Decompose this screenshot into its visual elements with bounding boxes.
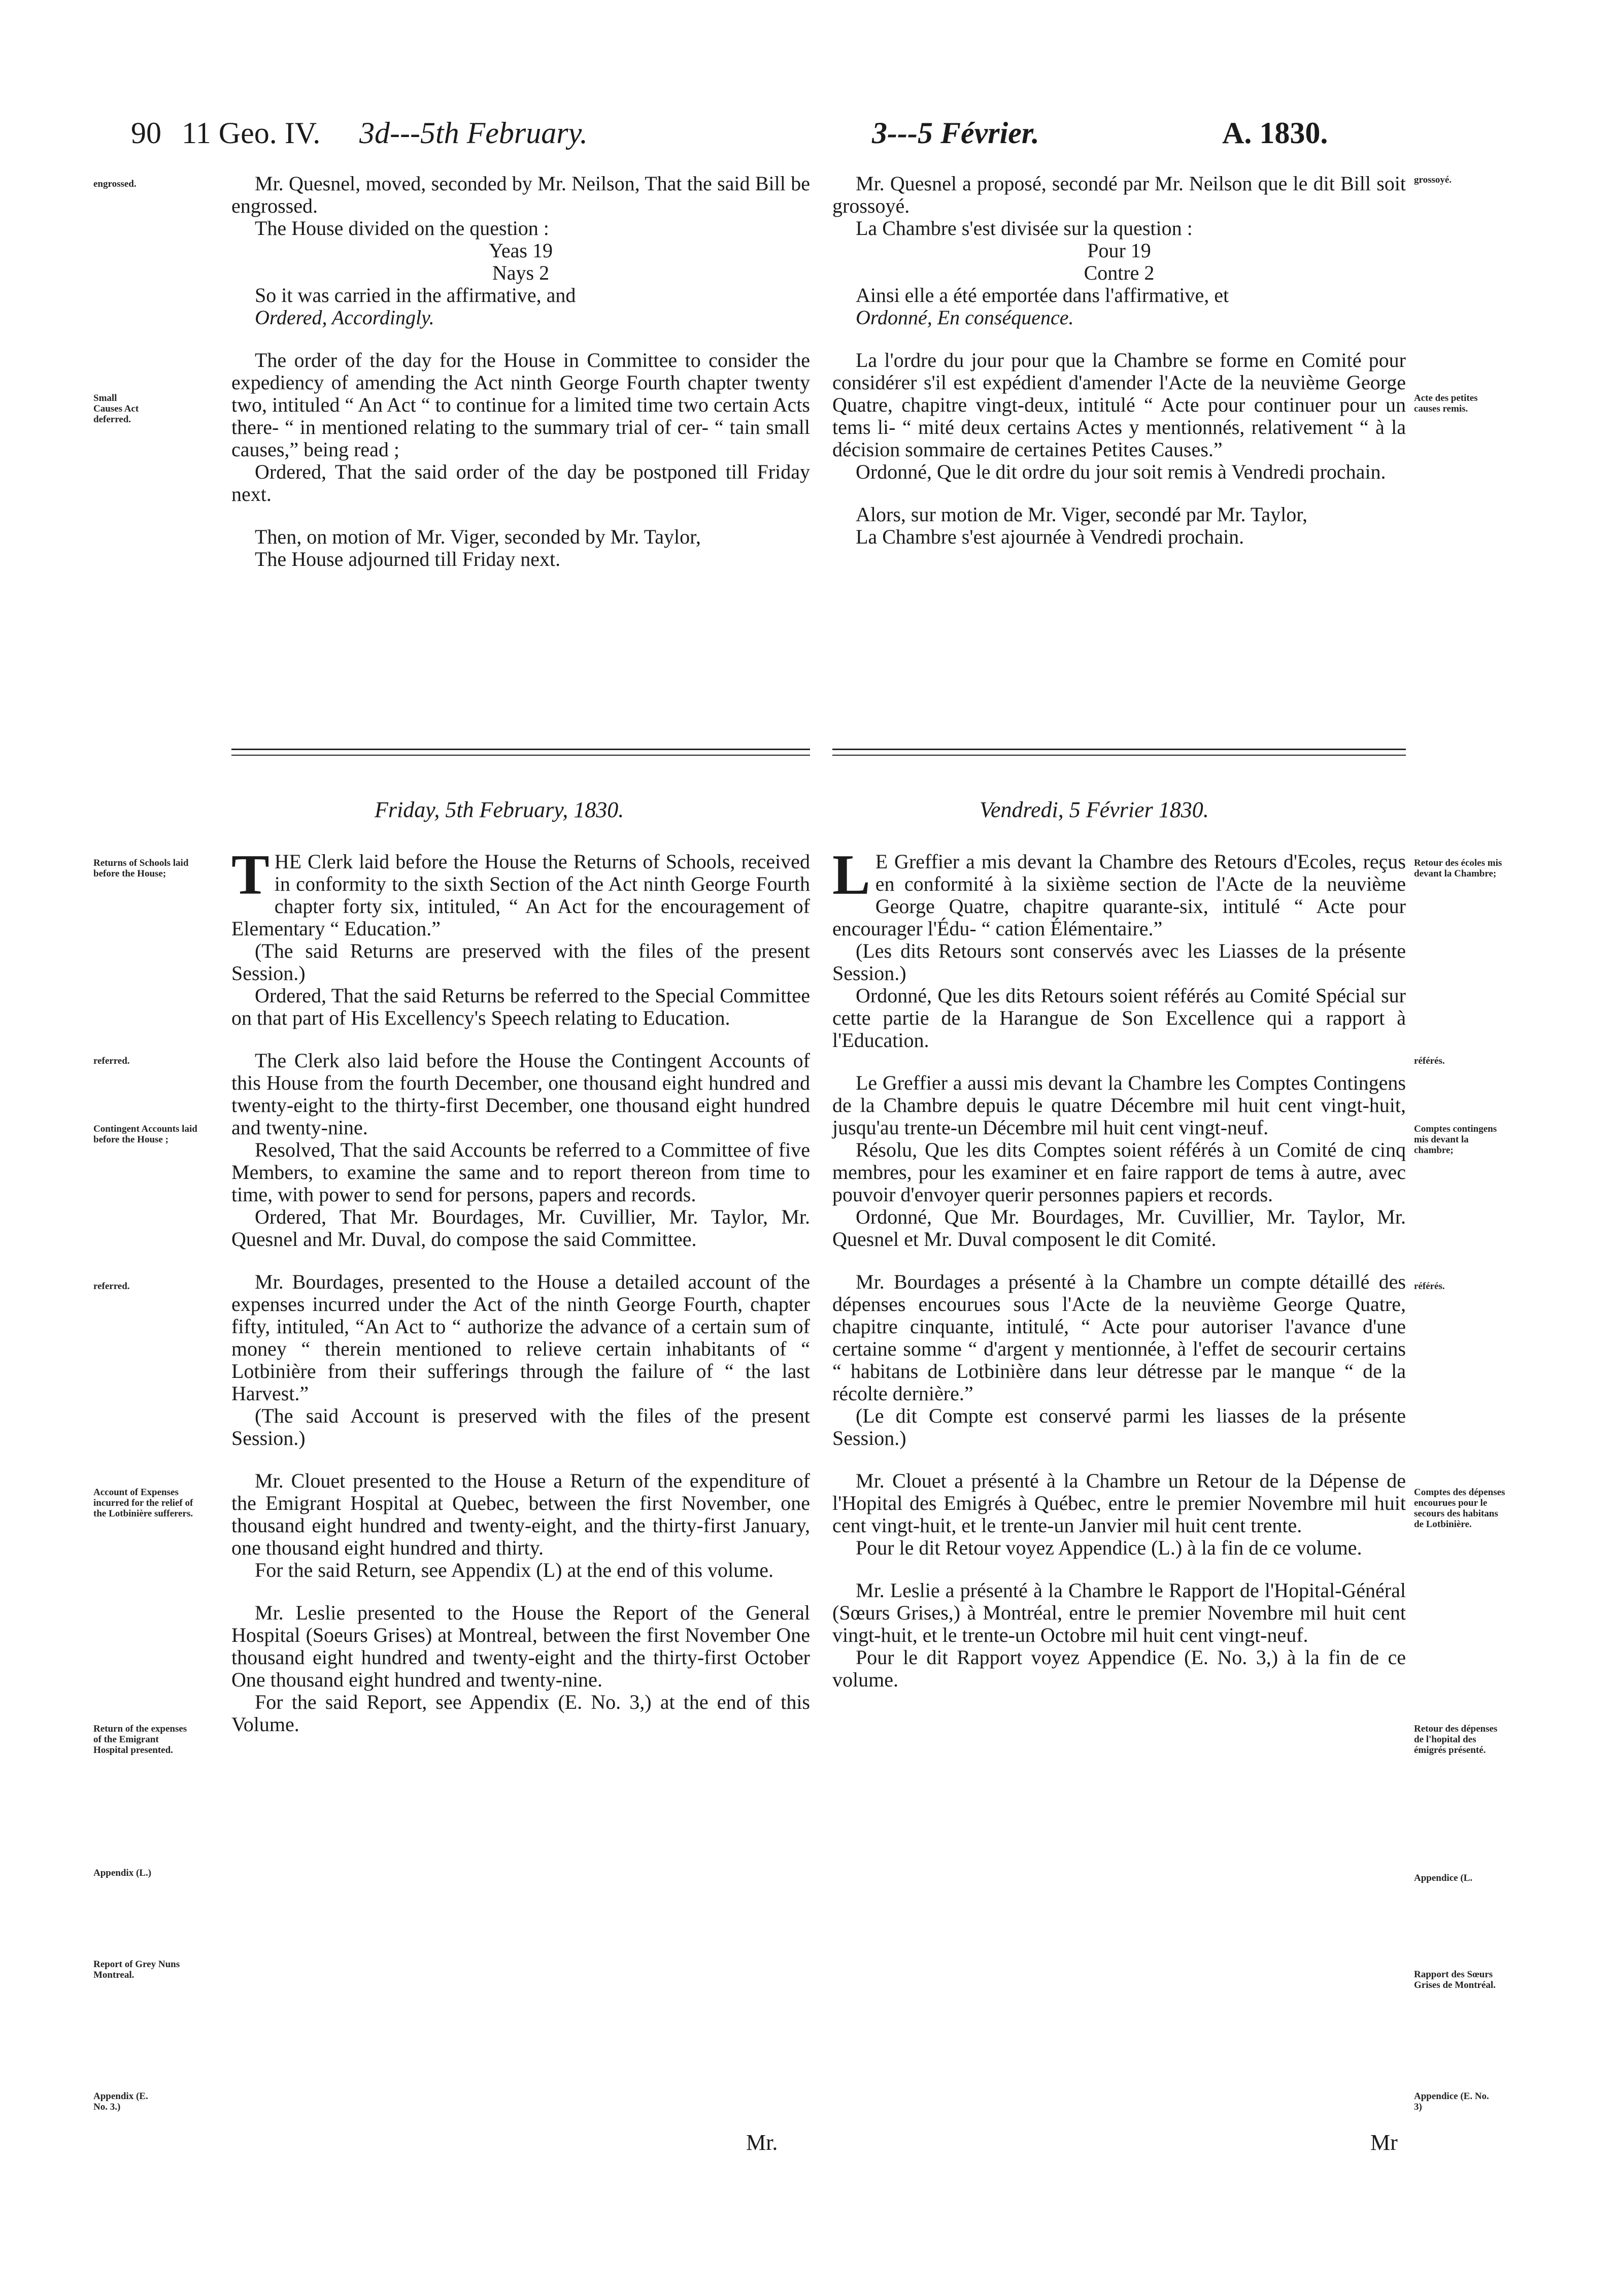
margin-petites-causes: Acte des petites causes remis. (1414, 393, 1478, 414)
header-dates-en: 3d---5th February. (359, 116, 588, 150)
bottom-english-column (231, 843, 810, 1736)
page-number: 90 (131, 116, 161, 150)
returns-preserved-en: (The said Returns are preserved with the files of the present Session.) (231, 939, 810, 985)
header-year: A. 1830. (1222, 116, 1328, 150)
contingent-accounts-fr: Le Greffier a aussi mis devant la Chambre les Comptes Contingens de la Chambre depuis le quatre Décembre mil huit cent vingt-huit, jusqu'au trente-un Décembre mil huit cent vingt-neuf. (832, 1071, 1406, 1139)
margin-retour-ecoles: Retour des écoles mis devant la Chambre; (1414, 858, 1502, 879)
adjourn-motion-en: Then, on motion of Mr. Viger, seconded by Mr. Taylor, (255, 525, 701, 548)
appendix-e-note-fr: Pour le dit Rapport voyez Appendice (E. No. 3,) à la fin de ce volume. (832, 1646, 1406, 1691)
division-en: The House divided on the question : (255, 217, 549, 240)
adjourn-motion-fr: Alors, sur motion de Mr. Viger, secondé par Mr. Taylor, (856, 503, 1307, 526)
resolved-committee-en: Resolved, That the said Accounts be referred to a Committee of five Members, to examine the same and to report thereon from time to time, with power to send for persons, papers and records. (231, 1138, 810, 1206)
appendix-e-note-en: For the said Report, see Appendix (E. No. 3,) at the end of this Volume. (231, 1691, 810, 1736)
margin-referred-1: referred. (93, 1056, 130, 1066)
margin-grossoye: grossoyé. (1414, 175, 1452, 185)
grey-nuns-report-fr: Mr. Leslie a présenté à la Chambre le Rapport de l'Hopital-Général (Sœurs Grises,) à Montréal, entre le premier Novembre mil huit cent vingt-huit, et le trente-un Octobre mil huit cent vingt-neuf. (832, 1579, 1406, 1646)
catchword-fr: Mr (1370, 2130, 1398, 2155)
margin-appendice-e: Appendice (E. No. 3) (1414, 2091, 1489, 2112)
committee-members-fr: Ordonné, Que Mr. Bourdages, Mr. Cuvillier, Mr. Taylor, Mr. Quesnel et Mr. Duval composent le dit Comité. (832, 1205, 1406, 1251)
nays: Nays 2 (492, 261, 550, 284)
contre: Contre 2 (1084, 261, 1155, 284)
order-of-day-en: The order of the day for the House in Committee to consider the expediency of amending the Act ninth George Fourth chapter twenty two, intituled “ An Act “ to continue for a limited time two certain Acts there- “ in mentioned relating to the summary trial of cer- “ tain small causes,” being read ; (231, 349, 810, 461)
grey-nuns-report-en: Mr. Leslie presented to the House the Report of the General Hospital (Soeurs Grises) at Montreal, between the first November One thousand eight hundred and twenty-eight and the thirty-first October One thousand eight hundred and twenty-nine. (231, 1601, 810, 1691)
margin-hospital: Return of the expenses of the Emigrant Hospital presented. (93, 1724, 187, 1755)
appendix-l-note-en: For the said Return, see Appendix (L) at the end of this volume. (255, 1559, 774, 1581)
carried-fr: Ainsi elle a été emportée dans l'affirmative, et (856, 284, 1229, 307)
section-rule-right (832, 749, 1406, 756)
carried-en: So it was carried in the affirmative, and (255, 284, 576, 307)
drop-cap-l: L (832, 843, 870, 906)
emigrant-hospital-en: Mr. Clouet presented to the House a Return of the expenditure of the Emigrant Hospital at Quebec, between the first November, one thousand eight hundred and twenty-eight, and the thirty-first January, one thousand eight hundred and thirty. (231, 1469, 810, 1559)
returns-referred-en: Ordered, That the said Returns be referred to the Special Committee on that part of His Excellency's Speech relating to Education. (231, 984, 810, 1029)
pour: Pour 19 (1087, 239, 1151, 262)
top-french-column (832, 173, 1406, 548)
margin-appendix-e: Appendix (E. No. 3.) (93, 2091, 148, 2112)
motion-engross-fr: Mr. Quesnel a proposé, secondé par Mr. Neilson que le dit Bill soit grossoyé. (832, 172, 1406, 217)
bottom-french-column (832, 843, 1406, 1691)
returns-schools-fr: L E Greffier a mis devant la Chambre des Retours d'Ecoles, reçus en conformité à la sixième section de l'Acte de la neuvième George Quatre, chapitre quarante-six, intitulé “ Acte pour encourager l'Édu- “ cation Élémentaire.” (832, 843, 1406, 940)
lotbiniere-account-en: Mr. Bourdages, presented to the House a detailed account of the expenses incurred under the Act of the ninth George Fourth, chapter fifty, intituled, “An Act to “ authorize the advance of a certain sum of money “ therein mentioned to relieve certain inhabitants of “ Lotbinière from their sufferings through the failure of “ the last Harvest.” (231, 1270, 810, 1405)
margin-returns-schools: Returns of Schools laid before the House; (93, 858, 189, 879)
margin-referred-2: referred. (93, 1281, 130, 1292)
margin-referes-1: référés. (1414, 1056, 1445, 1066)
margin-referes-2: référés. (1414, 1281, 1445, 1292)
account-preserved-fr: (Le dit Compte est conservé parmi les liasses de la présente Session.) (832, 1404, 1406, 1449)
returns-schools-en: THE Clerk laid before the House the Returns of Schools, received in conformity to the sixth Section of the Act ninth George Fourth chapter forty six, intituled, “ An Act for the encouragement of Elementary “ Education.” (231, 843, 810, 940)
margin-engrossed: engrossed. (93, 179, 137, 189)
catchword-en: Mr. (746, 2130, 778, 2155)
ordered-accordingly: Ordered, Accordingly. (255, 306, 434, 329)
returns-preserved-fr: (Les dits Retours sont conservés avec les Liasses de la présente Session.) (832, 939, 1406, 985)
margin-appendice-l: Appendice (L. (1414, 1873, 1473, 1883)
order-of-day-fr: La l'ordre du jour pour que la Chambre se forme en Comité pour considérer s'il est expédient d'amender l'Acte de la neuvième George Quatre, chapitre vingt-deux, intitulé “ Acte pour continuer pour un tems li- “ mité deux certains Actes y mentionnés, relativement “ à la décision sommaire de certaines Petites Causes.” (832, 349, 1406, 461)
resolved-committee-fr: Résolu, Que les dits Comptes soient référés à un Comité de cinq membres, pour les examiner et en faire rapport de tems à autre, avec pouvoir d'envoyer querir personnes papiers et records. (832, 1138, 1406, 1206)
margin-appendix-l: Appendix (L.) (93, 1868, 152, 1878)
motion-engross-en: Mr. Quesnel, moved, seconded by Mr. Neilson, That the said Bill be engrossed. (231, 172, 810, 217)
division-fr: La Chambre s'est divisée sur la question : (856, 217, 1193, 240)
margin-depenses: Comptes des dépenses encourues pour le secours des habitans de Lotbinière. (1414, 1487, 1505, 1530)
header-dates-fr: 3---5 Février. (872, 116, 1039, 150)
postponed-fr: Ordonné, Que le dit ordre du jour soit remis à Vendredi prochain. (856, 460, 1386, 483)
account-preserved-en: (The said Account is preserved with the files of the present Session.) (231, 1404, 810, 1449)
drop-cap-t: T (231, 843, 270, 906)
top-english-column (231, 173, 810, 570)
contingent-accounts-en: The Clerk also laid before the House the Contingent Accounts of this House from the fourth December, one thousand eight hundred and twenty-eight to the thirty-first December, one thousand eight hundred and twenty-nine. (231, 1049, 810, 1139)
margin-lotbiniere: Account of Expenses incurred for the relief of the Lotbinière sufferers. (93, 1487, 193, 1519)
adjourned-en: The House adjourned till Friday next. (255, 548, 561, 570)
yeas: Yeas 19 (489, 239, 553, 262)
margin-comptes-contingens: Comptes contingens mis devant la chambre; (1414, 1124, 1497, 1156)
section-rule-left (231, 749, 810, 756)
appendix-l-note-fr: Pour le dit Retour voyez Appendice (L.) à la fin de ce volume. (856, 1536, 1362, 1559)
date-heading-fr: Vendredi, 5 Février 1830. (980, 797, 1209, 822)
committee-members-en: Ordered, That Mr. Bourdages, Mr. Cuvillier, Mr. Taylor, Mr. Quesnel and Mr. Duval, do compose the said Committee. (231, 1205, 810, 1251)
margin-small-causes: Small Causes Act deferred. (93, 393, 139, 425)
margin-contingent: Contingent Accounts laid before the House ; (93, 1124, 197, 1145)
lotbiniere-account-fr: Mr. Bourdages a présenté à la Chambre un compte détaillé des dépenses encourues sous l'Acte de la neuvième George Quatre, chapitre cinquante, intitulé, “ Acte pour autoriser l'avance d'une certaine somme “ d'argent y mentionnée, à l'effet de secourir certains “ habitans de Lotbinière dans leur détresse par le manque “ de la récolte dernière.” (832, 1270, 1406, 1405)
regnal-year: 11 Geo. IV. (182, 116, 321, 150)
date-heading-en: Friday, 5th February, 1830. (375, 797, 624, 822)
margin-retour-hopital: Retour des dépenses de l'hopital des émigrés présenté. (1414, 1724, 1498, 1755)
adjourned-fr: La Chambre s'est ajournée à Vendredi prochain. (856, 525, 1244, 548)
running-header (131, 116, 1415, 161)
margin-grey-nuns: Report of Grey Nuns Montreal. (93, 1959, 180, 1980)
returns-referred-fr: Ordonné, Que les dits Retours soient référés au Comité Spécial sur cette partie de la Harangue de Son Excellence qui a rapport à l'Education. (832, 984, 1406, 1052)
emigrant-hospital-fr: Mr. Clouet a présenté à la Chambre un Retour de la Dépense de l'Hopital des Emigrés à Québec, entre le premier Novembre mil huit cent vingt-huit, et le trente-un Janvier mil huit cent trente. (832, 1469, 1406, 1537)
postponed-en: Ordered, That the said order of the day be postponed till Friday next. (231, 460, 810, 505)
ordonne-consequence: Ordonné, En conséquence. (856, 306, 1074, 329)
margin-rapport-soeurs: Rapport des Sœurs Grises de Montréal. (1414, 1969, 1496, 1990)
